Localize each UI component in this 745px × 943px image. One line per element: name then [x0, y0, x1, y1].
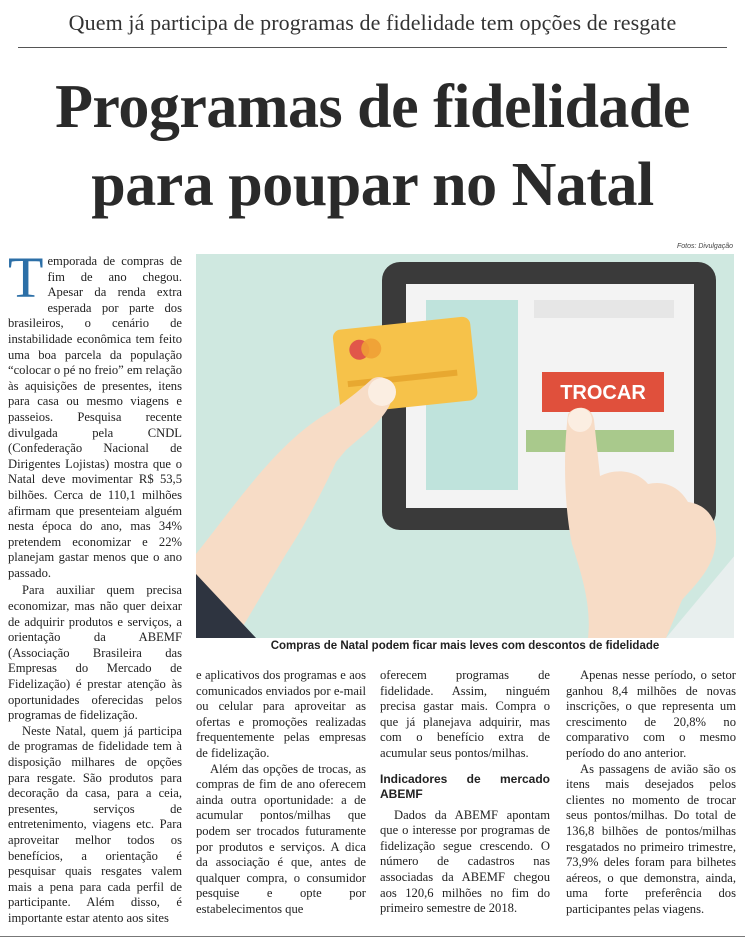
- paragraph-1: [8, 245, 182, 581]
- drop-cap: T: [8, 245, 44, 310]
- article-column-3: [380, 668, 550, 917]
- trocar-label: TROCAR: [560, 382, 646, 404]
- paragraph-9: As passagens de avião são os itens mais desejados pelos clientes no momento de trocar seus pontos/milhas. Do total de 136,8 bilhões de pontos/milhas resgatados no primeiro trimestre, 73,9% deles foram para bilhetes aéreos, o que demonstra, ainda, uma forte preferência dos participantes pelas viagens.: [566, 761, 736, 916]
- headline-line-1: Programas de fidelidade: [55, 73, 690, 141]
- article-column-2: [196, 668, 366, 918]
- headline-line-2: para poupar no Natal: [91, 151, 654, 219]
- article-photo: [196, 254, 734, 638]
- article-column-1: [8, 245, 182, 927]
- paragraph-3: Neste Natal, quem já participa de programas de fidelidade tem à disposição milhares de opções para resgate. São produtos para decoração da casa, para a ceia, presentes, serviços de entretenimento, viagens etc. Para aproveitar melhor todos os benefícios, a orientação é pesquisar quais resgates valem mais a pena para cada perfil de participante. Além disso, é importante estar atento aos sites: [8, 723, 182, 925]
- photo-caption: Compras de Natal podem ficar mais leves com descontos de fidelidade: [270, 640, 660, 652]
- section-subhead: Indicadores de mercado ABEMF: [380, 771, 550, 801]
- illustration-tablet-card: [196, 254, 734, 638]
- paragraph-2: Para auxiliar quem precisa economizar, mas não quer deixar de adquirir produtos e serviços, a orientação da ABEMF (Associação Brasileira das Empresas do Mercado de Fidelização) é prestar atenção às oportunidades oferecidas pelos programas de fidelização.: [8, 583, 182, 723]
- article-column-4: [566, 668, 736, 918]
- bottom-divider: [0, 936, 745, 937]
- kicker: Quem já participa de programas de fidelidade tem opções de resgate: [68, 10, 677, 35]
- kicker-divider: [18, 47, 727, 48]
- paragraph-4: e aplicativos dos programas e aos comunicados enviados por e-mail ou celular para aproveitar as ofertas e promoções realizadas frequentemente pelas empresas de fidelização.: [196, 668, 366, 760]
- paragraph-6: oferecem programas de fidelidade. Assim, ninguém precisa gastar mais. Compra o que já planejava adquirir, mas com o benefício extra de acumular seus pontos/milhas.: [380, 668, 550, 760]
- paragraph-5: Além das opções de trocas, as compras de fim de ano oferecem ainda outra oportunidade: a de acumular pontos/milhas que podem ser trocados futuramente por produtos e serviços. A dica da associação é que, antes de qualquer compra, o consumidor pesquise e opte por estabelecimentos que: [196, 761, 366, 916]
- paragraph-1-text: emporada de compras de fim de ano chegou. Apesar da renda extra esperada por parte dos brasileiros, o cenário de instabilidade econômica tem feito uma boa parcela da população “colocar o pé no freio” em relação às aquisições de presentes, itens para casa ou mesmo viagens e passeios. Pesquisa recente divulgada pela CNDL (Confederação Nacional de Dirigentes Lojistas) mostra que o Natal deve movimentar R$ 53,5 bilhões. Cerca de 110,1 milhões afirmam que presenteiam alguém nesta época do ano, mas 34% pretendem economizar e 22% planejam gastar menos que o ano passado.: [8, 254, 182, 580]
- paragraph-7: Dados da ABEMF apontam que o interesse por programas de fidelização segue crescendo. O número de cadastros nas associadas da ABEMF chegou aos 120,6 milhões no fim do primeiro semestre de 2018.: [380, 807, 550, 916]
- photo-credit: Fotos: Divulgação: [676, 243, 733, 250]
- paragraph-8: Apenas nesse período, o setor ganhou 8,4 milhões de novas inscrições, o que representa um crescimento de 20,8% no comparativo com o mesmo período do ano anterior.: [566, 668, 736, 760]
